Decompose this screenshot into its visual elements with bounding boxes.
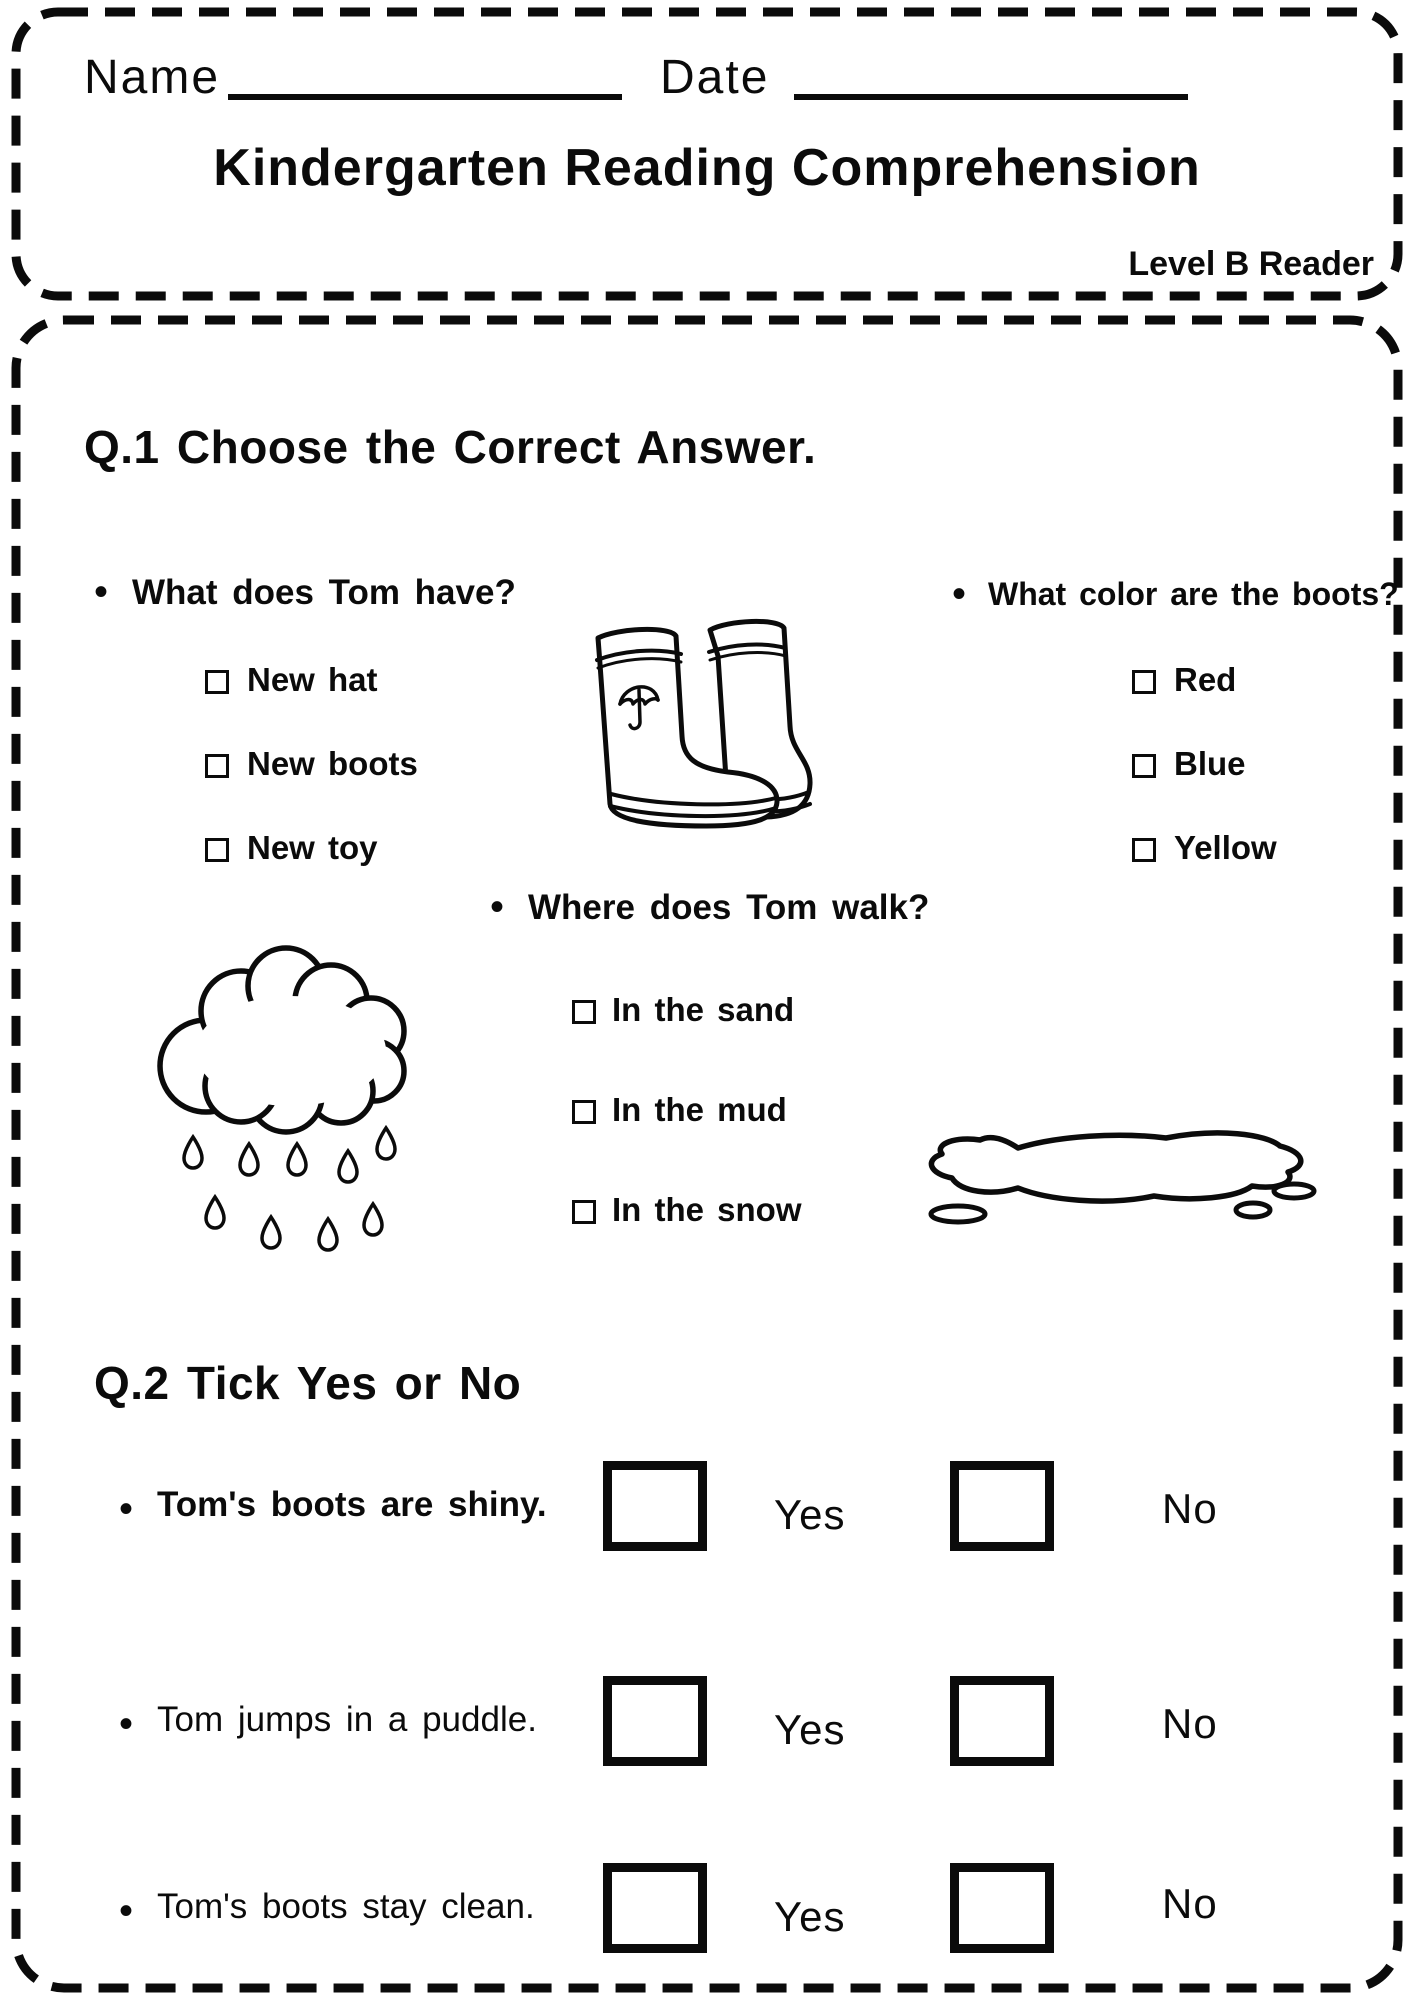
option-checkbox-new-boots[interactable] <box>205 754 229 778</box>
name-label: Name <box>84 51 221 104</box>
no-checkbox-row3[interactable] <box>950 1863 1054 1953</box>
no-label-row2: No <box>1162 1700 1218 1747</box>
option-label-red: Red <box>1174 661 1237 698</box>
yes-checkbox-row1[interactable] <box>603 1461 707 1551</box>
date-blank-line[interactable] <box>794 94 1188 100</box>
option-checkbox-new-toy[interactable] <box>205 838 229 862</box>
option-label-new-toy: New toy <box>247 829 378 866</box>
option-checkbox-blue[interactable] <box>1132 754 1156 778</box>
q2-statement-shiny: Tom's boots are shiny. <box>157 1485 547 1524</box>
q2-heading: Q.2 Tick Yes or No <box>94 1357 522 1409</box>
option-label-new-hat: New hat <box>247 661 378 698</box>
bullet-icon: • <box>119 1889 134 1933</box>
option-label-new-boots: New boots <box>247 745 418 782</box>
q1-question-walk: Where does Tom walk? <box>528 888 930 927</box>
yes-checkbox-row3[interactable] <box>603 1863 707 1953</box>
puddle-illustration <box>908 1114 1328 1234</box>
yes-label-row1: Yes <box>774 1491 846 1538</box>
no-checkbox-row1[interactable] <box>950 1461 1054 1551</box>
option-checkbox-in-the-sand[interactable] <box>572 1000 596 1024</box>
no-checkbox-row2[interactable] <box>950 1676 1054 1766</box>
bullet-icon: • <box>119 1487 134 1531</box>
q2-statement-clean: Tom's boots stay clean. <box>157 1887 535 1926</box>
option-label-blue: Blue <box>1174 745 1246 782</box>
yes-label-row2: Yes <box>774 1706 846 1753</box>
option-checkbox-red[interactable] <box>1132 670 1156 694</box>
option-label-in-the-snow: In the snow <box>612 1191 802 1228</box>
q1-question-have: What does Tom have? <box>132 573 516 612</box>
rain-boots-illustration <box>588 616 820 836</box>
option-checkbox-in-the-mud[interactable] <box>572 1100 596 1124</box>
level-badge: Level B Reader <box>1128 245 1374 283</box>
yes-label-row3: Yes <box>774 1893 846 1940</box>
option-checkbox-yellow[interactable] <box>1132 838 1156 862</box>
option-label-in-the-mud: In the mud <box>612 1091 787 1128</box>
q1-question-color: What color are the boots? <box>988 576 1399 612</box>
yes-checkbox-row2[interactable] <box>603 1676 707 1766</box>
no-label-row3: No <box>1162 1880 1218 1927</box>
option-checkbox-in-the-snow[interactable] <box>572 1200 596 1224</box>
bullet-icon: • <box>490 885 505 929</box>
no-label-row1: No <box>1162 1485 1218 1532</box>
q2-statement-puddle: Tom jumps in a puddle. <box>157 1700 537 1739</box>
rain-cloud-illustration <box>146 926 446 1271</box>
bullet-icon: • <box>119 1702 134 1746</box>
name-blank-line[interactable] <box>228 94 622 100</box>
raindrops <box>184 1128 395 1250</box>
option-label-in-the-sand: In the sand <box>612 991 795 1028</box>
worksheet-title: Kindergarten Reading Comprehension <box>213 139 1201 197</box>
option-checkbox-new-hat[interactable] <box>205 670 229 694</box>
bullet-icon: • <box>952 572 967 616</box>
bullet-icon: • <box>94 570 109 614</box>
q1-heading: Q.1 Choose the Correct Answer. <box>84 421 817 473</box>
option-label-yellow: Yellow <box>1174 829 1277 866</box>
date-label: Date <box>660 51 770 104</box>
